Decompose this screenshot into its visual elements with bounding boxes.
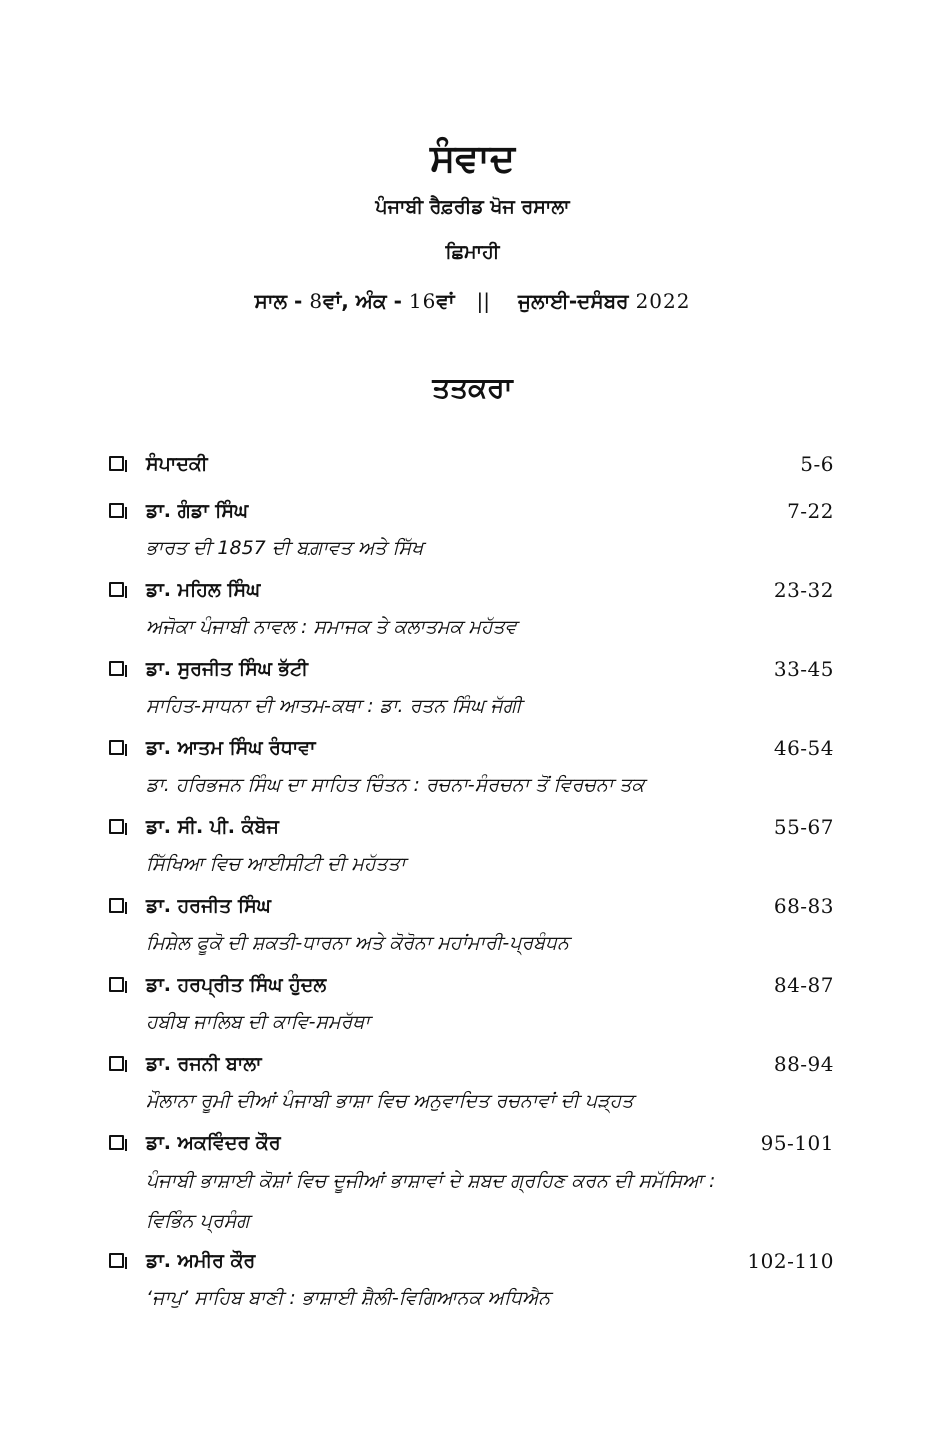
toc-entry (106, 446, 834, 493)
toc-entry-row (106, 888, 834, 924)
toc-heading: ਤਤਕਰਾ (432, 371, 513, 404)
toc-author: ਡਾ. ਰਜਨੀ ਬਾਲਾ (146, 1053, 262, 1075)
toc-author: ਡਾ. ਸੁਰਜੀਤ ਸਿੰਘ ਭੱਟੀ (146, 658, 309, 680)
checkbox-icon (109, 1056, 124, 1071)
toc-author: ਡਾ. ਹਰਪ੍ਰੀਤ ਸਿੰਘ ਹੁੰਦਲ (146, 974, 327, 996)
toc-author: ਡਾ. ਅਮੀਰ ਕੌਰ (146, 1250, 256, 1272)
toc-author: ਡਾ. ਗੰਡਾ ਸਿੰਘ (146, 500, 249, 522)
checkbox-icon (109, 977, 124, 992)
toc-pages: 5-6 (800, 452, 834, 476)
toc-pages: 95-101 (760, 1131, 834, 1155)
toc-author: ਡਾ. ਮਹਿਲ ਸਿੰਘ (146, 579, 261, 601)
year-label: ਸਾਲ - (254, 289, 310, 313)
toc-entry-row (106, 1243, 834, 1279)
period-label: ਜੁਲਾਈ-ਦਸੰਬਰ (517, 289, 636, 313)
toc-entry (106, 1243, 834, 1322)
year-suffix: ਵਾਂ, ਅੰਕ - (323, 289, 409, 313)
checkbox-icon (109, 503, 124, 518)
toc-pages: 7-22 (787, 499, 834, 523)
toc-entry (106, 730, 834, 809)
toc-entry-row (106, 446, 834, 482)
toc-author: ਸੰਪਾਦਕੀ (146, 453, 208, 475)
toc-entry (106, 1046, 834, 1125)
toc-article-title: ਸਿੱਖਿਆ ਵਿਚ ਆਈਸੀਟੀ ਦੀ ਮਹੱਤਤਾ (146, 853, 406, 875)
journal-title: ਸੰਵਾਦ (429, 136, 516, 180)
period-year: 2022 (635, 289, 691, 313)
toc-entry (106, 888, 834, 967)
toc-pages: 68-83 (773, 894, 834, 918)
year-number: 8 (309, 289, 324, 313)
issue-number: 16 (408, 289, 437, 313)
checkbox-icon (109, 582, 124, 597)
toc-pages: 84-87 (773, 973, 834, 997)
toc-entry-row (106, 730, 834, 766)
checkbox-icon (109, 456, 124, 471)
checkbox-icon (109, 898, 124, 913)
toc-pages: 46-54 (773, 736, 834, 760)
toc-article-title: ਮਿਸ਼ੇਲ ਫੂਕੋ ਦੀ ਸ਼ਕਤੀ-ਧਾਰਨਾ ਅਤੇ ਕੋਰੋਨਾ ਮਹਾਂਮਾਰੀ-ਪ੍ਰਬੰਧਨ (146, 932, 569, 954)
toc-entry (106, 651, 834, 730)
checkbox-icon (109, 661, 124, 676)
toc-entry (106, 493, 834, 572)
table-of-contents (106, 446, 834, 1322)
checkbox-icon (109, 740, 124, 755)
toc-entry (106, 809, 834, 888)
toc-article-title: ਭਾਰਤ ਦੀ 1857 ਦੀ ਬਗ਼ਾਵਤ ਅਤੇ ਸਿੱਖ (146, 537, 424, 559)
checkbox-icon (109, 1135, 124, 1150)
toc-entry-row (106, 1125, 834, 1161)
toc-article-title: ਪੰਜਾਬੀ ਭਾਸ਼ਾਈ ਕੋਸ਼ਾਂ ਵਿਚ ਦੂਜੀਆਂ ਭਾਸ਼ਾਵਾਂ ਦੇ ਸ਼ਬਦ ਗ੍ਰਹਿਣ ਕਰਨ ਦੀ ਸਮੱਸਿਆ : (146, 1170, 716, 1192)
toc-article-title: ਅਜੋਕਾ ਪੰਜਾਬੀ ਨਾਵਲ : ਸਮਾਜਕ ਤੇ ਕਲਾਤਮਕ ਮਹੱਤਵ (146, 616, 517, 638)
toc-entry-row (106, 809, 834, 845)
journal-subtitle: ਪੰਜਾਬੀ ਰੈਫ਼ਰੀਡ ਖੋਜ ਰਸਾਲਾ (375, 196, 570, 218)
toc-article-title: ਮੌਲਾਨਾ ਰੂਮੀ ਦੀਆਂ ਪੰਜਾਬੀ ਭਾਸ਼ਾ ਵਿਚ ਅਨੁਵਾਦਿਤ ਰਚਨਾਵਾਂ ਦੀ ਪੜ੍ਹਤ (146, 1090, 634, 1112)
toc-article-title-line2: ਵਿਭਿੰਨ ਪ੍ਰਸੰਗ (146, 1210, 250, 1232)
toc-author: ਡਾ. ਆਤਮ ਸਿੰਘ ਰੰਧਾਵਾ (146, 737, 316, 759)
journal-frequency: ਛਿਮਾਹੀ (445, 241, 500, 263)
toc-article-title: ਡਾ. ਹਰਿਭਜਨ ਸਿੰਘ ਦਾ ਸਾਹਿਤ ਚਿੰਤਨ : ਰਚਨਾ-ਸੰਰਚਨਾ ਤੋਂ ਵਿਰਚਨਾ ਤਕ (146, 774, 645, 796)
issue-line (0, 286, 945, 316)
issue-suffix: ਵਾਂ (436, 289, 455, 313)
toc-entry (106, 572, 834, 651)
toc-entry (106, 967, 834, 1046)
checkbox-icon (109, 819, 124, 834)
toc-entry (106, 1125, 834, 1243)
issue-separator: || (476, 289, 490, 313)
toc-entry-row (106, 651, 834, 687)
toc-entry-row (106, 572, 834, 608)
toc-author: ਡਾ. ਅਕਵਿੰਦਰ ਕੌਰ (146, 1132, 281, 1154)
toc-article-title: ‘ਜਾਪੁ’ ਸਾਹਿਬ ਬਾਣੀ : ਭਾਸ਼ਾਈ ਸ਼ੈਲੀ-ਵਿਗਿਆਨਕ ਅਧਿਐਨ (146, 1287, 551, 1309)
toc-author: ਡਾ. ਸੀ. ਪੀ. ਕੰਬੋਜ (146, 816, 279, 838)
toc-article-title: ਹਬੀਬ ਜਾਲਿਬ ਦੀ ਕਾਵਿ-ਸਮਰੱਥਾ (146, 1011, 370, 1033)
checkbox-icon (109, 1253, 124, 1268)
toc-article-title: ਸਾਹਿਤ-ਸਾਧਨਾ ਦੀ ਆਤਮ-ਕਥਾ : ਡਾ. ਰਤਨ ਸਿੰਘ ਜੱਗੀ (146, 695, 522, 717)
toc-pages: 55-67 (773, 815, 834, 839)
toc-entry-row (106, 967, 834, 1003)
toc-pages: 102-110 (747, 1249, 834, 1273)
toc-author: ਡਾ. ਹਰਜੀਤ ਸਿੰਘ (146, 895, 271, 917)
toc-pages: 33-45 (773, 657, 834, 681)
toc-pages: 23-32 (773, 578, 834, 602)
toc-entry-row (106, 493, 834, 529)
toc-entry-row (106, 1046, 834, 1082)
toc-pages: 88-94 (773, 1052, 834, 1076)
